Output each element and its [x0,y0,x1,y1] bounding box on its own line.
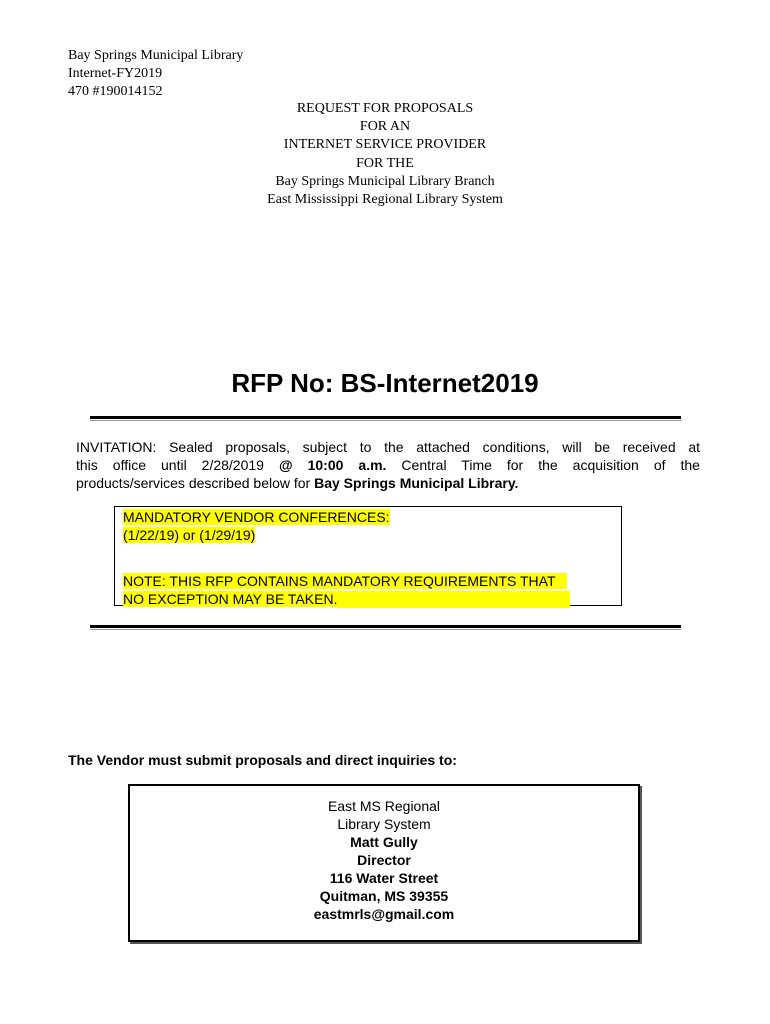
invitation-line-2: this office until 2/28/2019 @ 10:00 a.m. Central Time for the acquisition of the [76,457,700,473]
contact-name: Matt Gully [350,834,418,850]
divider-bottom [90,625,681,628]
submission-heading: The Vendor must submit proposals and direct inquiries to: [68,752,457,768]
title-block [200,100,570,209]
invitation-paragraph [76,438,700,492]
contact-org-line-1: East MS Regional [327,798,441,814]
project-code: Internet-FY2019 [68,66,163,81]
document-header [68,47,243,101]
title-line: FOR AN [359,119,411,135]
invitation-line-1: INVITATION: Sealed proposals, subject to the attached conditions, will be received at [76,439,700,455]
divider-top [90,416,681,419]
title-line: East Mississippi Regional Library System [267,192,503,208]
mandatory-notice-box [114,506,622,606]
rfp-number-heading: RFP No: BS-Internet2019 [231,368,539,398]
library-name: Bay Springs Municipal Library [68,48,244,63]
form-number: 470 #190014152 [68,84,163,99]
library-name-bold: Bay Springs Municipal Library. [314,475,519,491]
note-line-2: NO EXCEPTION MAY BE TAKEN. [123,590,338,607]
contact-box [128,784,640,942]
conference-dates: (1/22/19) or (1/29/19) [123,526,256,543]
title-line: INTERNET SERVICE PROVIDER [283,137,487,153]
title-line: FOR THE [356,155,414,171]
contact-email[interactable]: eastmrls@gmail.com [313,906,455,922]
title-line: REQUEST FOR PROPOSALS [296,101,474,116]
contact-org-line-2: Library System [337,816,431,832]
invitation-line-3: products/services described below for Bay Springs Municipal Library. [76,475,519,491]
contact-street: 116 Water Street [329,870,439,886]
conference-label: MANDATORY VENDOR CONFERENCES: [123,509,390,525]
title-line: Bay Springs Municipal Library Branch [275,173,495,189]
divider-bottom-shadow [90,629,681,630]
note-line-1: NOTE: THIS RFP CONTAINS MANDATORY REQUIREMENTS THAT [123,573,556,589]
contact-title: Director [357,852,411,868]
deadline-time: @ 10:00 a.m. [278,457,387,473]
contact-city: Quitman, MS 39355 [319,888,449,904]
divider-top-shadow [90,420,681,421]
